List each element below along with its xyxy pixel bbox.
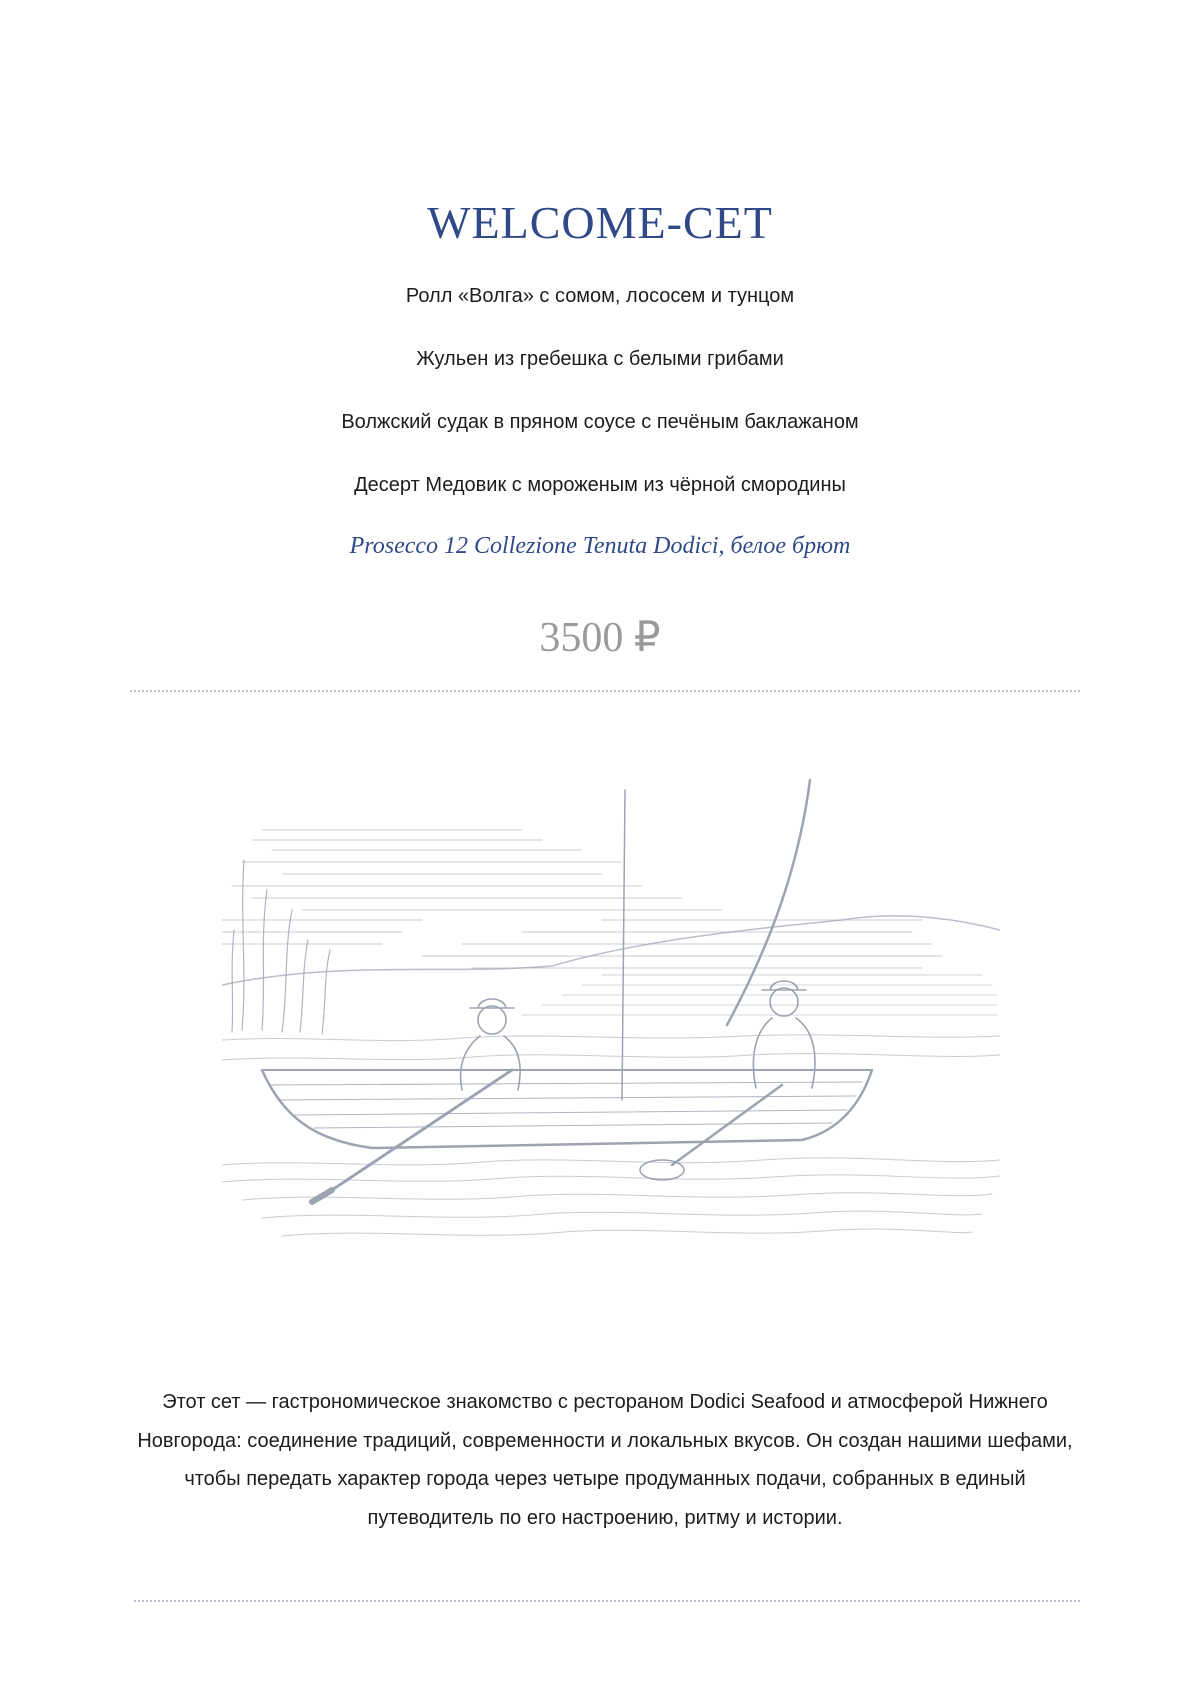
set-description: Этот сет — гастрономическое знакомство с рестораном Dodici Seafood и атмосферой Нижнего Новгорода: соединение традиций, современности и локальных вкусов. Он создан нашими шефами, чтобы передать характер города через четыре продуманных подачи, собранных в единый путеводитель по его настроению, ритму и истории. — [137, 1391, 1073, 1529]
dish-item: Волжский судак в пряном соусе с печёным баклажаном — [341, 411, 859, 433]
wine-pairing: Prosecco 12 Collezione Tenuta Dodici, белое брют — [349, 533, 851, 559]
menu-title: WELCOME-СЕТ — [427, 197, 773, 248]
set-price: 3500 ₽ — [539, 615, 661, 661]
dish-item: Десерт Медовик с мороженым из чёрной смородины — [354, 474, 846, 496]
dish-list — [0, 282, 1200, 534]
dish-item: Жульен из гребешка с белыми грибами — [416, 348, 784, 370]
dotted-divider-bottom — [134, 1600, 1080, 1602]
dish-item: Ролл «Волга» с сомом, лососем и тунцом — [405, 285, 795, 307]
fishermen-boat-engraving-icon — [222, 770, 1000, 1270]
dotted-divider-top — [130, 690, 1080, 692]
